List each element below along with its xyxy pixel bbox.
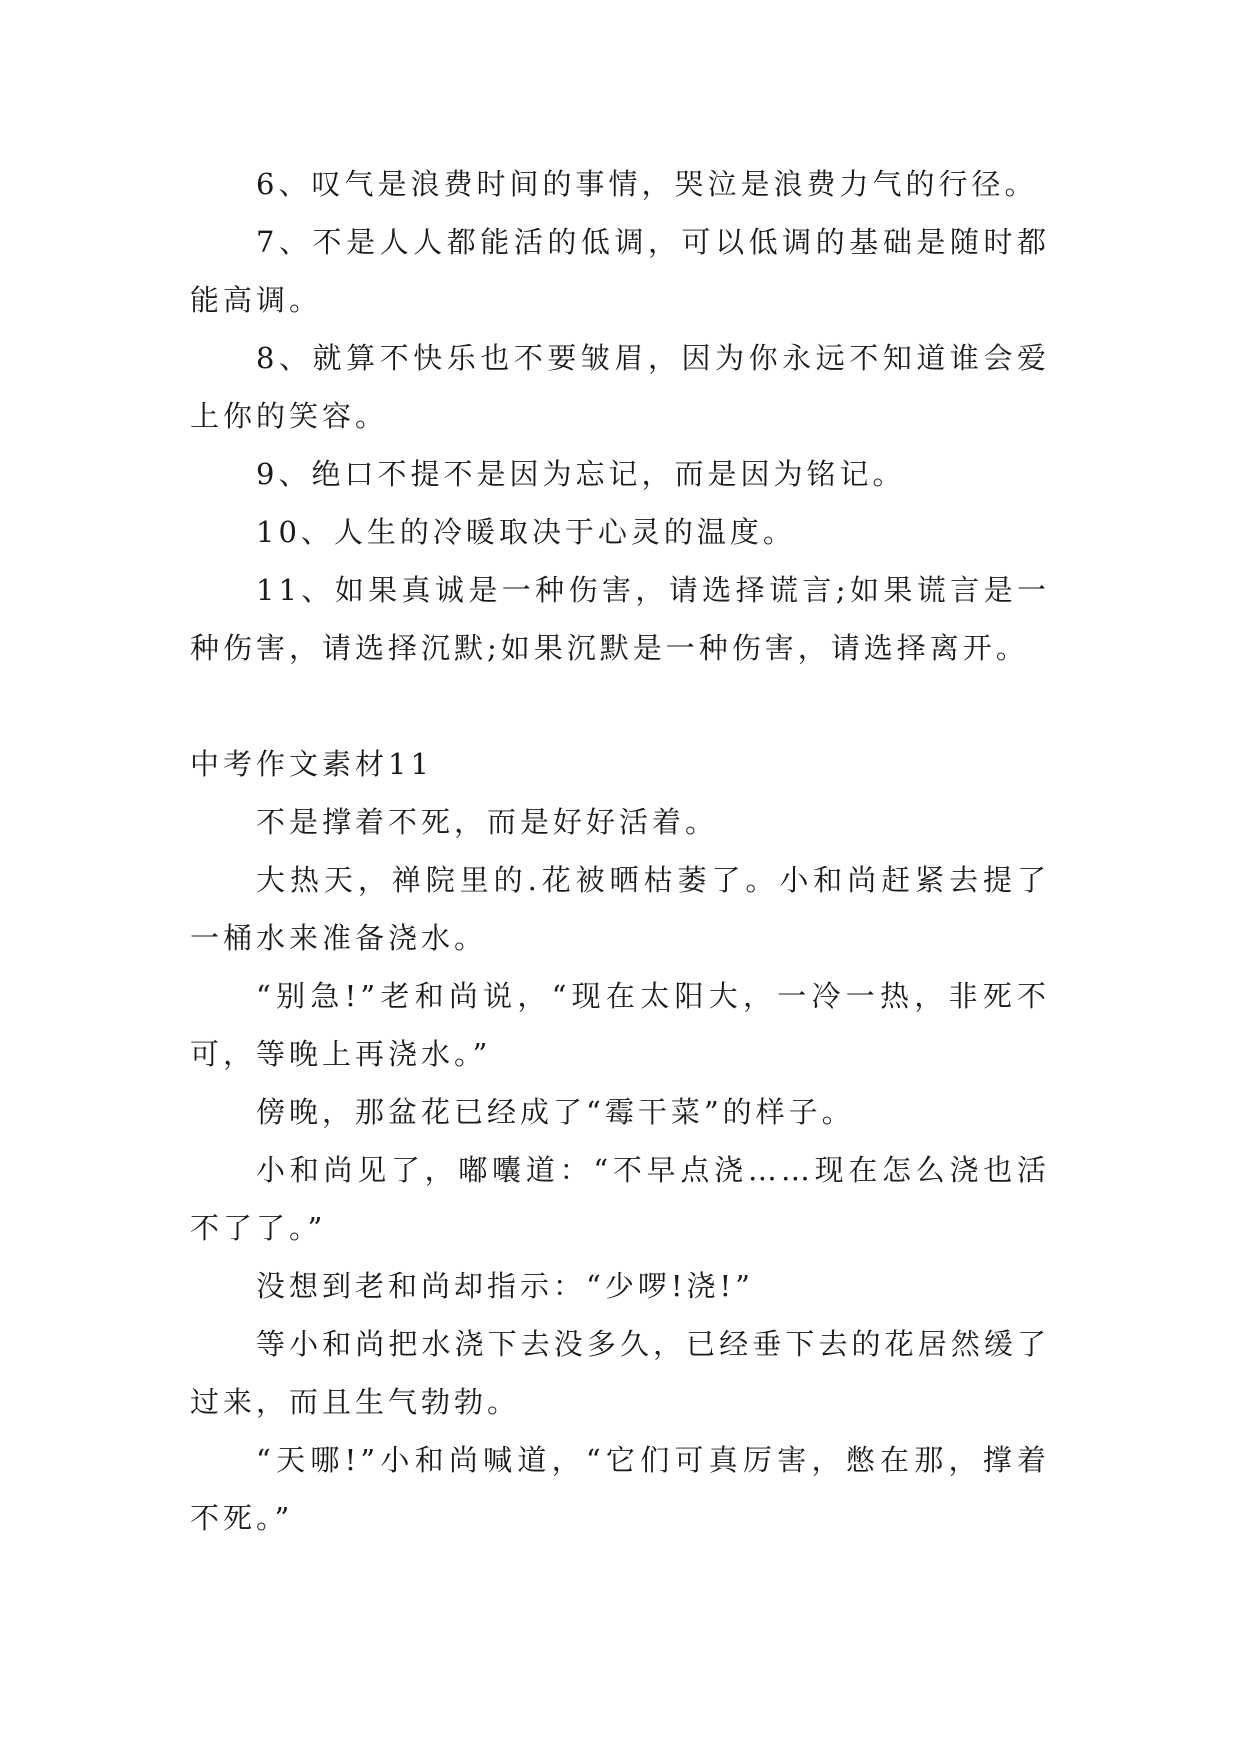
paragraph: 不是撑着不死，而是好好活着。 — [256, 805, 719, 839]
paragraph: 小和尚见了，嘟囔道：“不早点浇……现在怎么浇也活不了了。” — [190, 1153, 1050, 1245]
document-page — [190, 155, 1050, 1547]
section-heading: 中考作文素材11 — [190, 747, 433, 781]
paragraph: 等小和尚把水浇下去没多久，已经垂下去的花居然缓了过来，而且生气勃勃。 — [190, 1327, 1050, 1419]
paragraph: “天哪!”小和尚喊道，“它们可真厉害，憋在那，撑着不死。” — [190, 1443, 1050, 1535]
paragraph: 大热天，禅院里的.花被晒枯萎了。小和尚赶紧去提了一桶水来准备浇水。 — [190, 863, 1050, 955]
list-item: 8、就算不快乐也不要皱眉，因为你永远不知道谁会爱上你的笑容。 — [190, 341, 1050, 433]
paragraph: 没想到老和尚却指示：“少啰!浇!” — [256, 1269, 754, 1303]
list-item: 11、如果真诚是一种伤害，请选择谎言;如果谎言是一种伤害，请选择沉默;如果沉默是一种伤害，请选择离开。 — [190, 573, 1050, 665]
paragraph: “别急!”老和尚说，“现在太阳大，一冷一热，非死不可，等晚上再浇水。” — [190, 979, 1050, 1071]
list-item: 7、不是人人都能活的低调，可以低调的基础是随时都能高调。 — [190, 225, 1050, 317]
list-item: 10、人生的冷暖取决于心灵的温度。 — [256, 515, 796, 549]
paragraph: 傍晚，那盆花已经成了“霉干菜”的样子。 — [256, 1095, 855, 1129]
list-item: 9、绝口不提不是因为忘记，而是因为铭记。 — [256, 457, 906, 491]
list-item: 6、叹气是浪费时间的事情，哭泣是浪费力气的行径。 — [256, 167, 1038, 201]
